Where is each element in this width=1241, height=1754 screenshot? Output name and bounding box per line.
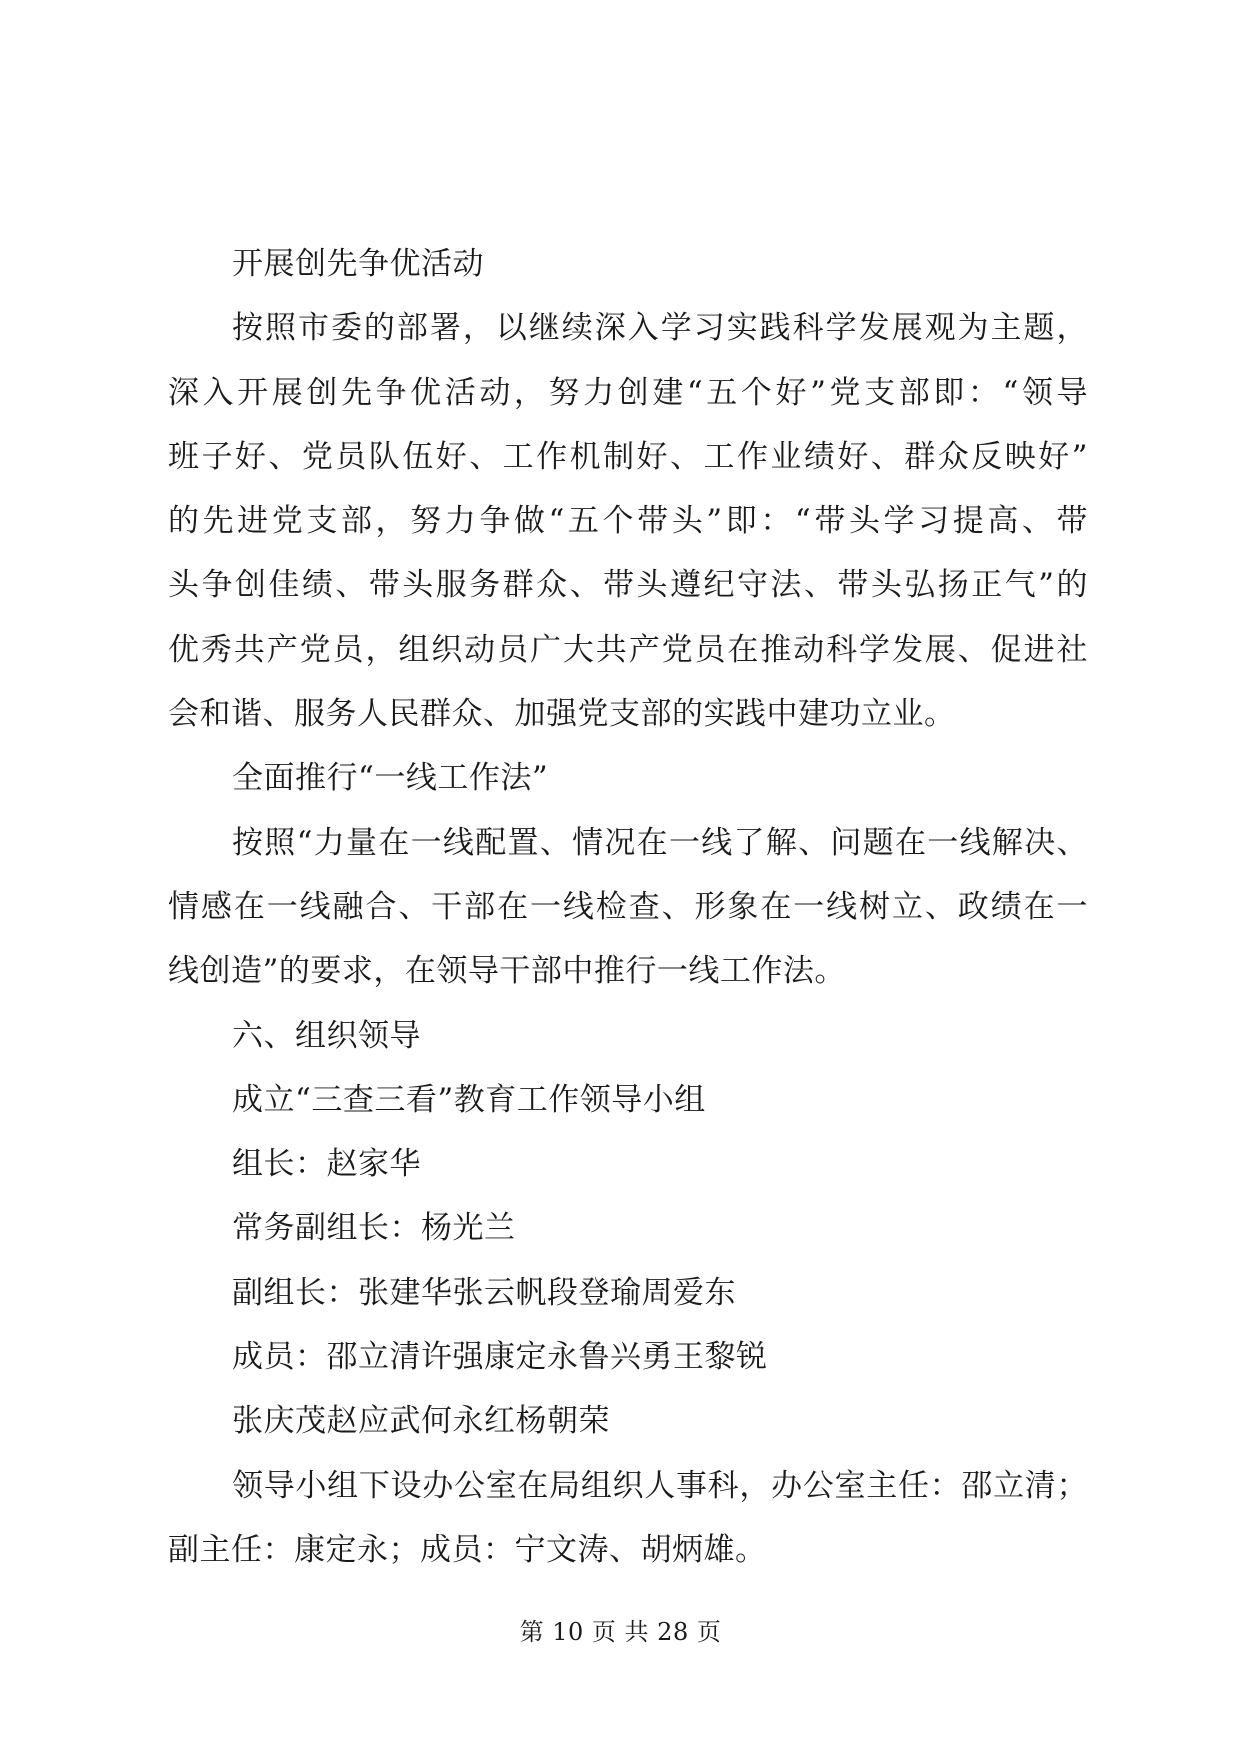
text-line: 线创造”的要求，在领导干部中推行一线工作法。 xyxy=(168,953,846,990)
text-line: 全面推行“一线工作法” xyxy=(232,760,549,797)
text-line: 开展创先争优活动 xyxy=(232,246,484,282)
text-line: 的先进党支部，努力争做“五个带头”即：“带头学习提高、带 xyxy=(168,503,1088,540)
document-body xyxy=(168,232,1088,1582)
text-line: 深入开展创先争优活动，努力创建“五个好”党支部即：“领导 xyxy=(168,374,1088,411)
text-line: 优秀共产党员，组织动员广大共产党员在推动科学发展、促进社 xyxy=(168,631,1088,668)
text-line: 张庆茂赵应武何永红杨朝荣 xyxy=(232,1403,610,1440)
text-line: 班子好、党员队伍好、工作机制好、工作业绩好、群众反映好” xyxy=(168,438,1088,475)
text-line: 副主任：康定永；成员：宁文涛、胡炳雄。 xyxy=(168,1531,767,1568)
text-line: 常务副组长：杨光兰 xyxy=(232,1210,516,1247)
text-line: 组长：赵家华 xyxy=(232,1146,421,1183)
text-line: 副组长：张建华张云帆段登瑜周爱东 xyxy=(232,1274,736,1311)
text-line: 领导小组下设办公室在局组织人事科，办公室主任：邵立清； xyxy=(232,1467,1088,1504)
text-line: 六、组织领导 xyxy=(232,1017,421,1054)
text-line: 情感在一线融合、干部在一线检查、形象在一线树立、政绩在一 xyxy=(168,888,1088,925)
text-line: 按照市委的部署，以继续深入学习实践科学发展观为主题， xyxy=(232,310,1088,347)
text-line: 成立“三查三看”教育工作领导小组 xyxy=(232,1081,706,1118)
text-line: 头争创佳绩、带头服务群众、带头遵纪守法、带头弘扬正气”的 xyxy=(168,567,1088,604)
page-number-footer: 第 10 页 共 28 页 xyxy=(519,1618,722,1646)
text-line: 成员：邵立清许强康定永鲁兴勇王黎锐 xyxy=(232,1339,768,1376)
text-line: 会和谐、服务人民群众、加强党支部的实践中建功立业。 xyxy=(168,696,956,733)
text-line: 按照“力量在一线配置、情况在一线了解、问题在一线解决、 xyxy=(232,824,1088,861)
